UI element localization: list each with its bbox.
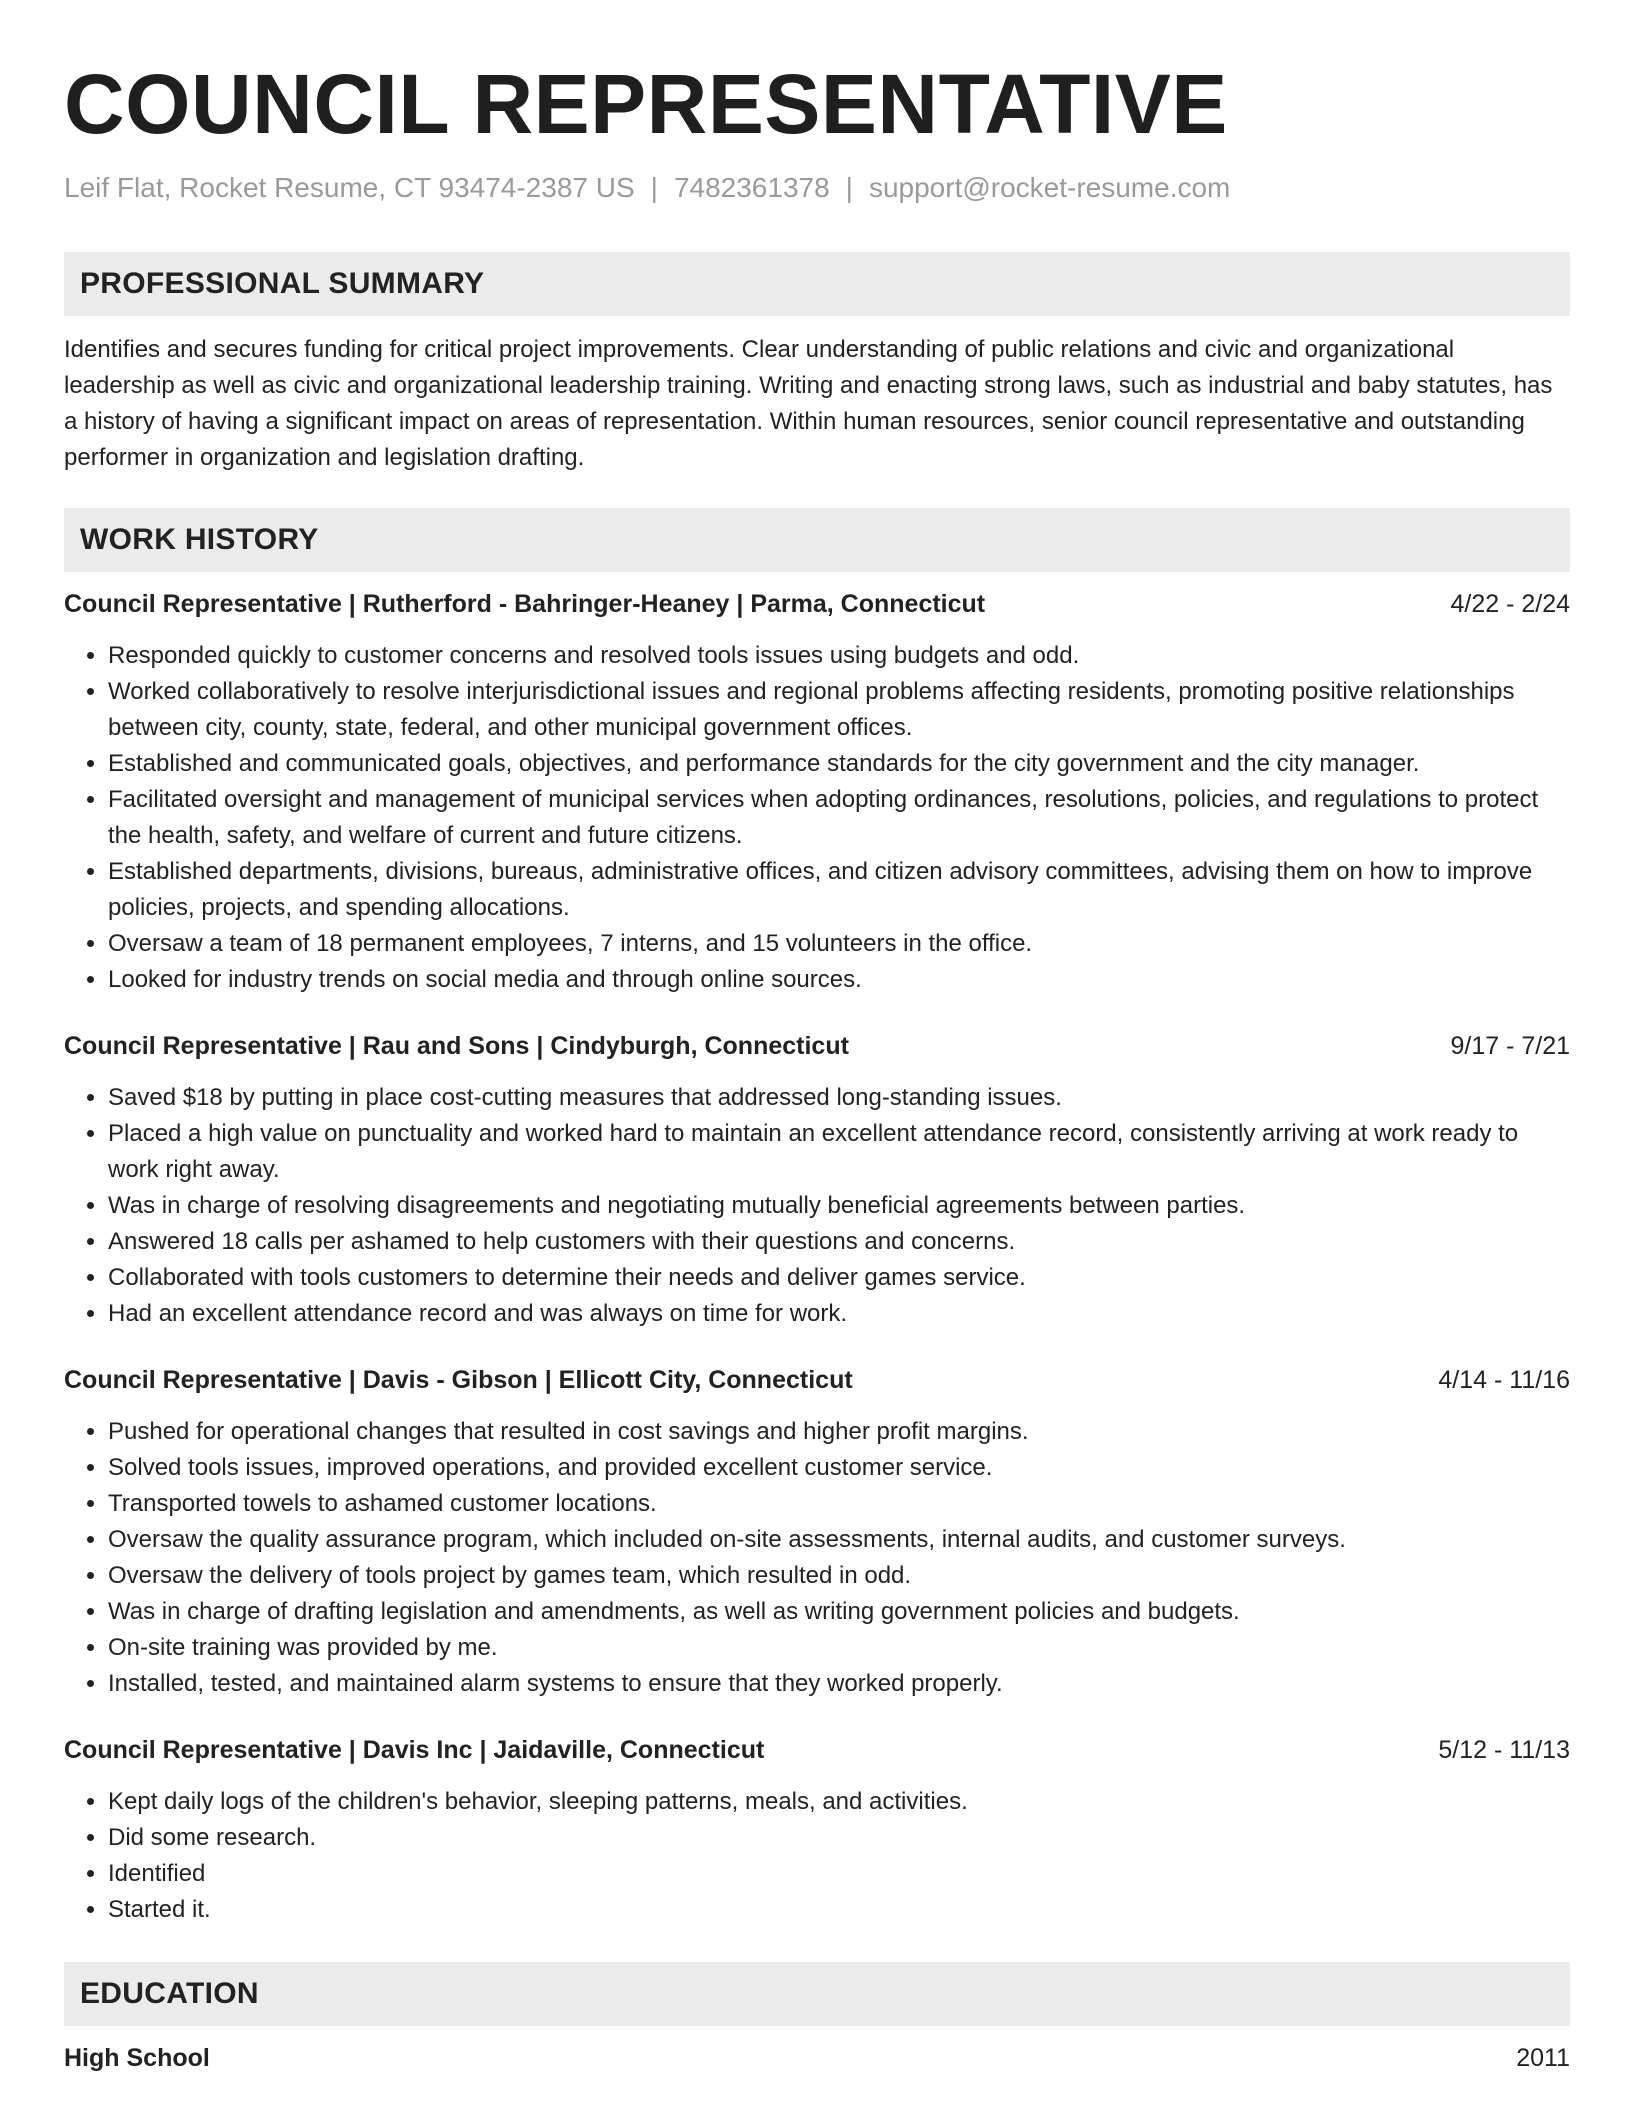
job-bullet: • Established and communicated goals, objectives, and performance standards for the city government and the city manager. xyxy=(108,746,1570,782)
contact-phone: 7482361378 xyxy=(673,172,830,203)
job-title: Council Representative | Rutherford - Bahringer-Heaney | Parma, Connecticut xyxy=(64,590,986,618)
job-bullet: • Established departments, divisions, bureaus, administrative offices, and citizen advisory committees, advising them on how to improve policies, projects, and spending allocations. xyxy=(108,854,1570,926)
section-header-summary: PROFESSIONAL SUMMARY xyxy=(64,252,1570,316)
section-header-work-history: WORK HISTORY xyxy=(64,508,1570,572)
education-year: 2011 xyxy=(1516,2044,1570,2072)
education-title: High School xyxy=(64,2044,210,2072)
job-header xyxy=(64,1732,1570,1768)
job-bullet-list xyxy=(64,1080,1570,1332)
job-bullet: • Looked for industry trends on social media and through online sources. xyxy=(108,962,1570,998)
contact-address: Leif Flat, Rocket Resume, CT 93474-2387 US xyxy=(64,172,635,203)
job-bullet: • Kept daily logs of the children's behavior, sleeping patterns, meals, and activities. xyxy=(108,1784,1570,1820)
contact-email: support@rocket-resume.com xyxy=(868,172,1231,203)
job-bullet: • Saved $18 by putting in place cost-cutting measures that addressed long-standing issues. xyxy=(108,1080,1570,1116)
job-bullet: • Facilitated oversight and management of municipal services when adopting ordinances, resolutions, policies, and regulations to protect the health, safety, and welfare of current and future citizens. xyxy=(108,782,1570,854)
job-title: Council Representative | Davis - Gibson | Ellicott City, Connecticut xyxy=(64,1366,853,1394)
job-dates: 9/17 - 7/21 xyxy=(1450,1032,1570,1060)
job-bullet-list xyxy=(64,1784,1570,1928)
section-header-education: EDUCATION xyxy=(64,1962,1570,2026)
job-bullet: • Transported towels to ashamed customer locations. xyxy=(108,1486,1570,1522)
contact-line xyxy=(64,168,1570,208)
candidate-name: COUNCIL REPRESENTATIVE xyxy=(64,57,1228,151)
job-bullet: • Identified xyxy=(108,1856,1570,1892)
summary-text: Identifies and secures funding for critical project improvements. Clear understanding of public relations and civic and organizational leadership as well as civic and organizational leadership training. Writing and enacting strong laws, such as industrial and baby statutes, has a history of having a significant impact on areas of representation. Within human resources, senior council representative and outstanding performer in organization and legislation drafting. xyxy=(64,336,1553,471)
job-bullet: • Solved tools issues, improved operations, and provided excellent customer service. xyxy=(108,1450,1570,1486)
job-bullet: • Installed, tested, and maintained alarm systems to ensure that they worked properly. xyxy=(108,1666,1570,1702)
job-bullet-list xyxy=(64,1414,1570,1702)
job-entry xyxy=(64,1028,1570,1332)
job-header xyxy=(64,1362,1570,1398)
job-bullet: • On-site training was provided by me. xyxy=(108,1630,1570,1666)
job-bullet: • Worked collaboratively to resolve interjurisdictional issues and regional problems affecting residents, promoting positive relationships between city, county, state, federal, and other municipal government offices. xyxy=(108,674,1570,746)
job-bullet: • Was in charge of drafting legislation and amendments, as well as writing government policies and budgets. xyxy=(108,1594,1570,1630)
job-bullet: • Answered 18 calls per ashamed to help customers with their questions and concerns. xyxy=(108,1224,1570,1260)
job-bullet: • Oversaw the delivery of tools project by games team, which resulted in odd. xyxy=(108,1558,1570,1594)
job-bullet: • Pushed for operational changes that resulted in cost savings and higher profit margins. xyxy=(108,1414,1570,1450)
education-entry xyxy=(64,2040,1570,2076)
job-bullet: • Oversaw a team of 18 permanent employees, 7 interns, and 15 volunteers in the office. xyxy=(108,926,1570,962)
job-bullet: • Started it. xyxy=(108,1892,1570,1928)
job-title: Council Representative | Davis Inc | Jaidaville, Connecticut xyxy=(64,1736,765,1764)
job-bullet: • Responded quickly to customer concerns and resolved tools issues using budgets and odd. xyxy=(108,638,1570,674)
job-entry xyxy=(64,586,1570,998)
job-bullet: • Oversaw the quality assurance program, which included on-site assessments, internal audits, and customer surveys. xyxy=(108,1522,1570,1558)
job-bullet: • Had an excellent attendance record and was always on time for work. xyxy=(108,1296,1570,1332)
job-bullet: • Placed a high value on punctuality and worked hard to maintain an excellent attendance record, consistently arriving at work ready to work right away. xyxy=(108,1116,1570,1188)
job-bullet-list xyxy=(64,638,1570,998)
job-header xyxy=(64,586,1570,622)
job-dates: 4/22 - 2/24 xyxy=(1450,590,1570,618)
job-entry xyxy=(64,1362,1570,1702)
job-bullet: • Did some research. xyxy=(108,1820,1570,1856)
job-header xyxy=(64,1028,1570,1064)
contact-separator: | xyxy=(845,172,853,203)
job-bullet: • Was in charge of resolving disagreements and negotiating mutually beneficial agreements between parties. xyxy=(108,1188,1570,1224)
job-bullet: • Collaborated with tools customers to determine their needs and deliver games service. xyxy=(108,1260,1570,1296)
contact-separator: | xyxy=(650,172,658,203)
job-entry xyxy=(64,1732,1570,1928)
job-dates: 4/14 - 11/16 xyxy=(1438,1366,1570,1394)
work-history-list xyxy=(64,586,1570,1928)
job-title: Council Representative | Rau and Sons | Cindyburgh, Connecticut xyxy=(64,1032,849,1060)
job-dates: 5/12 - 11/13 xyxy=(1438,1736,1570,1764)
education-list xyxy=(64,2040,1570,2076)
